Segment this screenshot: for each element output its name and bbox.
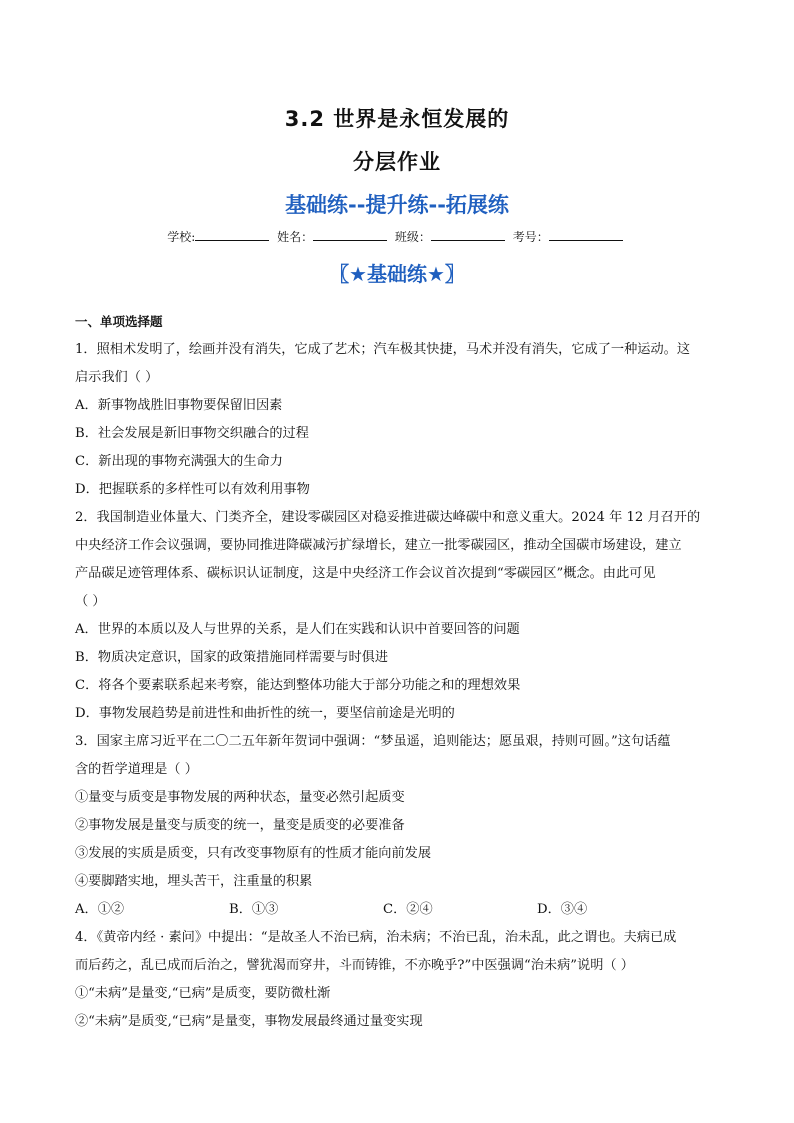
name-label: 姓名： bbox=[277, 230, 314, 244]
q2-stem-line3: 产品碳足迹管理体系、碳标识认证制度，这是中央经济工作会议首次提到“零碳园区”概念。由此可见 bbox=[75, 566, 656, 581]
class-label: 班级： bbox=[394, 230, 431, 244]
questions-body bbox=[75, 308, 723, 1036]
q2-stem-line2: 中央经济工作会议强调，要协同推进降碳减污扩绿增长，建立一批零碳园区，推动全国碳市场建设，建立 bbox=[75, 538, 682, 553]
q3-option-d[interactable]: D．③④ bbox=[537, 902, 588, 917]
q4-stem-line1: 4．《黄帝内经 · 素问》中提出：“是故圣人不治已病，治未病；不治已乱，治未乱，此之谓也。夫病已成 bbox=[75, 930, 677, 945]
worksheet-title: 3.2 世界是永恒发展的 bbox=[284, 107, 510, 131]
q3-statement-2: ②事物发展是量变与质变的统一，量变是质变的必要准备 bbox=[75, 818, 405, 833]
q3-stem-line1: 3．国家主席习近平在二〇二五年新年贺词中强调：“梦虽遥，追则能达；愿虽艰，持则可圆。”这句话蕴 bbox=[75, 734, 671, 749]
q2-stem-line1: 2．我国制造业体量大、门类齐全，建设零碳园区对稳妥推进碳达峰碳中和意义重大。2024 年 12 月召开的 bbox=[75, 510, 701, 525]
q3-statement-4: ④要脚踏实地，埋头苦干，注重量的积累 bbox=[75, 874, 313, 889]
q2-stem-line4: （ ） bbox=[75, 594, 106, 609]
q1-option-d[interactable]: D．把握联系的多样性可以有效利用事物 bbox=[75, 482, 310, 497]
q4-statement-2: ②“未病”是质变,“已病”是量变，事物发展最终通过量变实现 bbox=[75, 1014, 423, 1029]
exam-number-blank[interactable] bbox=[549, 228, 623, 241]
student-info-fields bbox=[0, 228, 794, 245]
exam-number-label: 考号： bbox=[512, 230, 549, 244]
q3-option-a[interactable]: A．①② bbox=[75, 902, 125, 917]
q4-statement-1: ①“未病”是量变,“已病”是质变，要防微杜渐 bbox=[75, 986, 331, 1001]
practice-levels: 基础练--提升练--拓展练 bbox=[285, 193, 509, 217]
q1-stem-line1: 1．照相术发明了，绘画并没有消失，它成了艺术；汽车极其快捷，马术并没有消失，它成了一种运动。这 bbox=[75, 342, 691, 357]
basic-practice-banner: 〖★基础练★〗 bbox=[329, 262, 465, 286]
q3-stem-line2: 含的哲学道理是（ ） bbox=[75, 762, 198, 777]
q3-statement-1: ①量变与质变是事物发展的两种状态，量变必然引起质变 bbox=[75, 790, 405, 805]
school-blank[interactable] bbox=[195, 228, 269, 241]
q3-options bbox=[75, 896, 723, 924]
q3-option-b[interactable]: B．①③ bbox=[229, 902, 279, 917]
q1-option-b[interactable]: B．社会发展是新旧事物交织融合的过程 bbox=[75, 426, 309, 441]
q4-stem-line2: 而后药之，乱已成而后治之，譬犹渴而穿井，斗而铸锥，不亦晚乎?”中医强调“治未病”说明（ ） bbox=[75, 958, 634, 973]
school-label: 学校: bbox=[167, 230, 196, 244]
q3-option-c[interactable]: C．②④ bbox=[383, 902, 433, 917]
worksheet-subtitle: 分层作业 bbox=[353, 150, 441, 174]
q2-option-d[interactable]: D．事物发展趋势是前进性和曲折性的统一，要坚信前途是光明的 bbox=[75, 706, 455, 721]
class-blank[interactable] bbox=[431, 228, 505, 241]
q2-option-c[interactable]: C．将各个要素联系起来考察，能达到整体功能大于部分功能之和的理想效果 bbox=[75, 678, 521, 693]
q1-stem-line2: 启示我们（ ） bbox=[75, 370, 159, 385]
q2-option-b[interactable]: B．物质决定意识，国家的政策措施同样需要与时俱进 bbox=[75, 650, 389, 665]
q2-option-a[interactable]: A．世界的本质以及人与世界的关系，是人们在实践和认识中首要回答的问题 bbox=[75, 622, 520, 637]
q1-option-a[interactable]: A．新事物战胜旧事物要保留旧因素 bbox=[75, 398, 283, 413]
name-blank[interactable] bbox=[313, 228, 387, 241]
q3-statement-3: ③发展的实质是质变，只有改变事物原有的性质才能向前发展 bbox=[75, 846, 432, 861]
part-title: 一、单项选择题 bbox=[75, 314, 163, 329]
q1-option-c[interactable]: C．新出现的事物充满强大的生命力 bbox=[75, 454, 283, 469]
